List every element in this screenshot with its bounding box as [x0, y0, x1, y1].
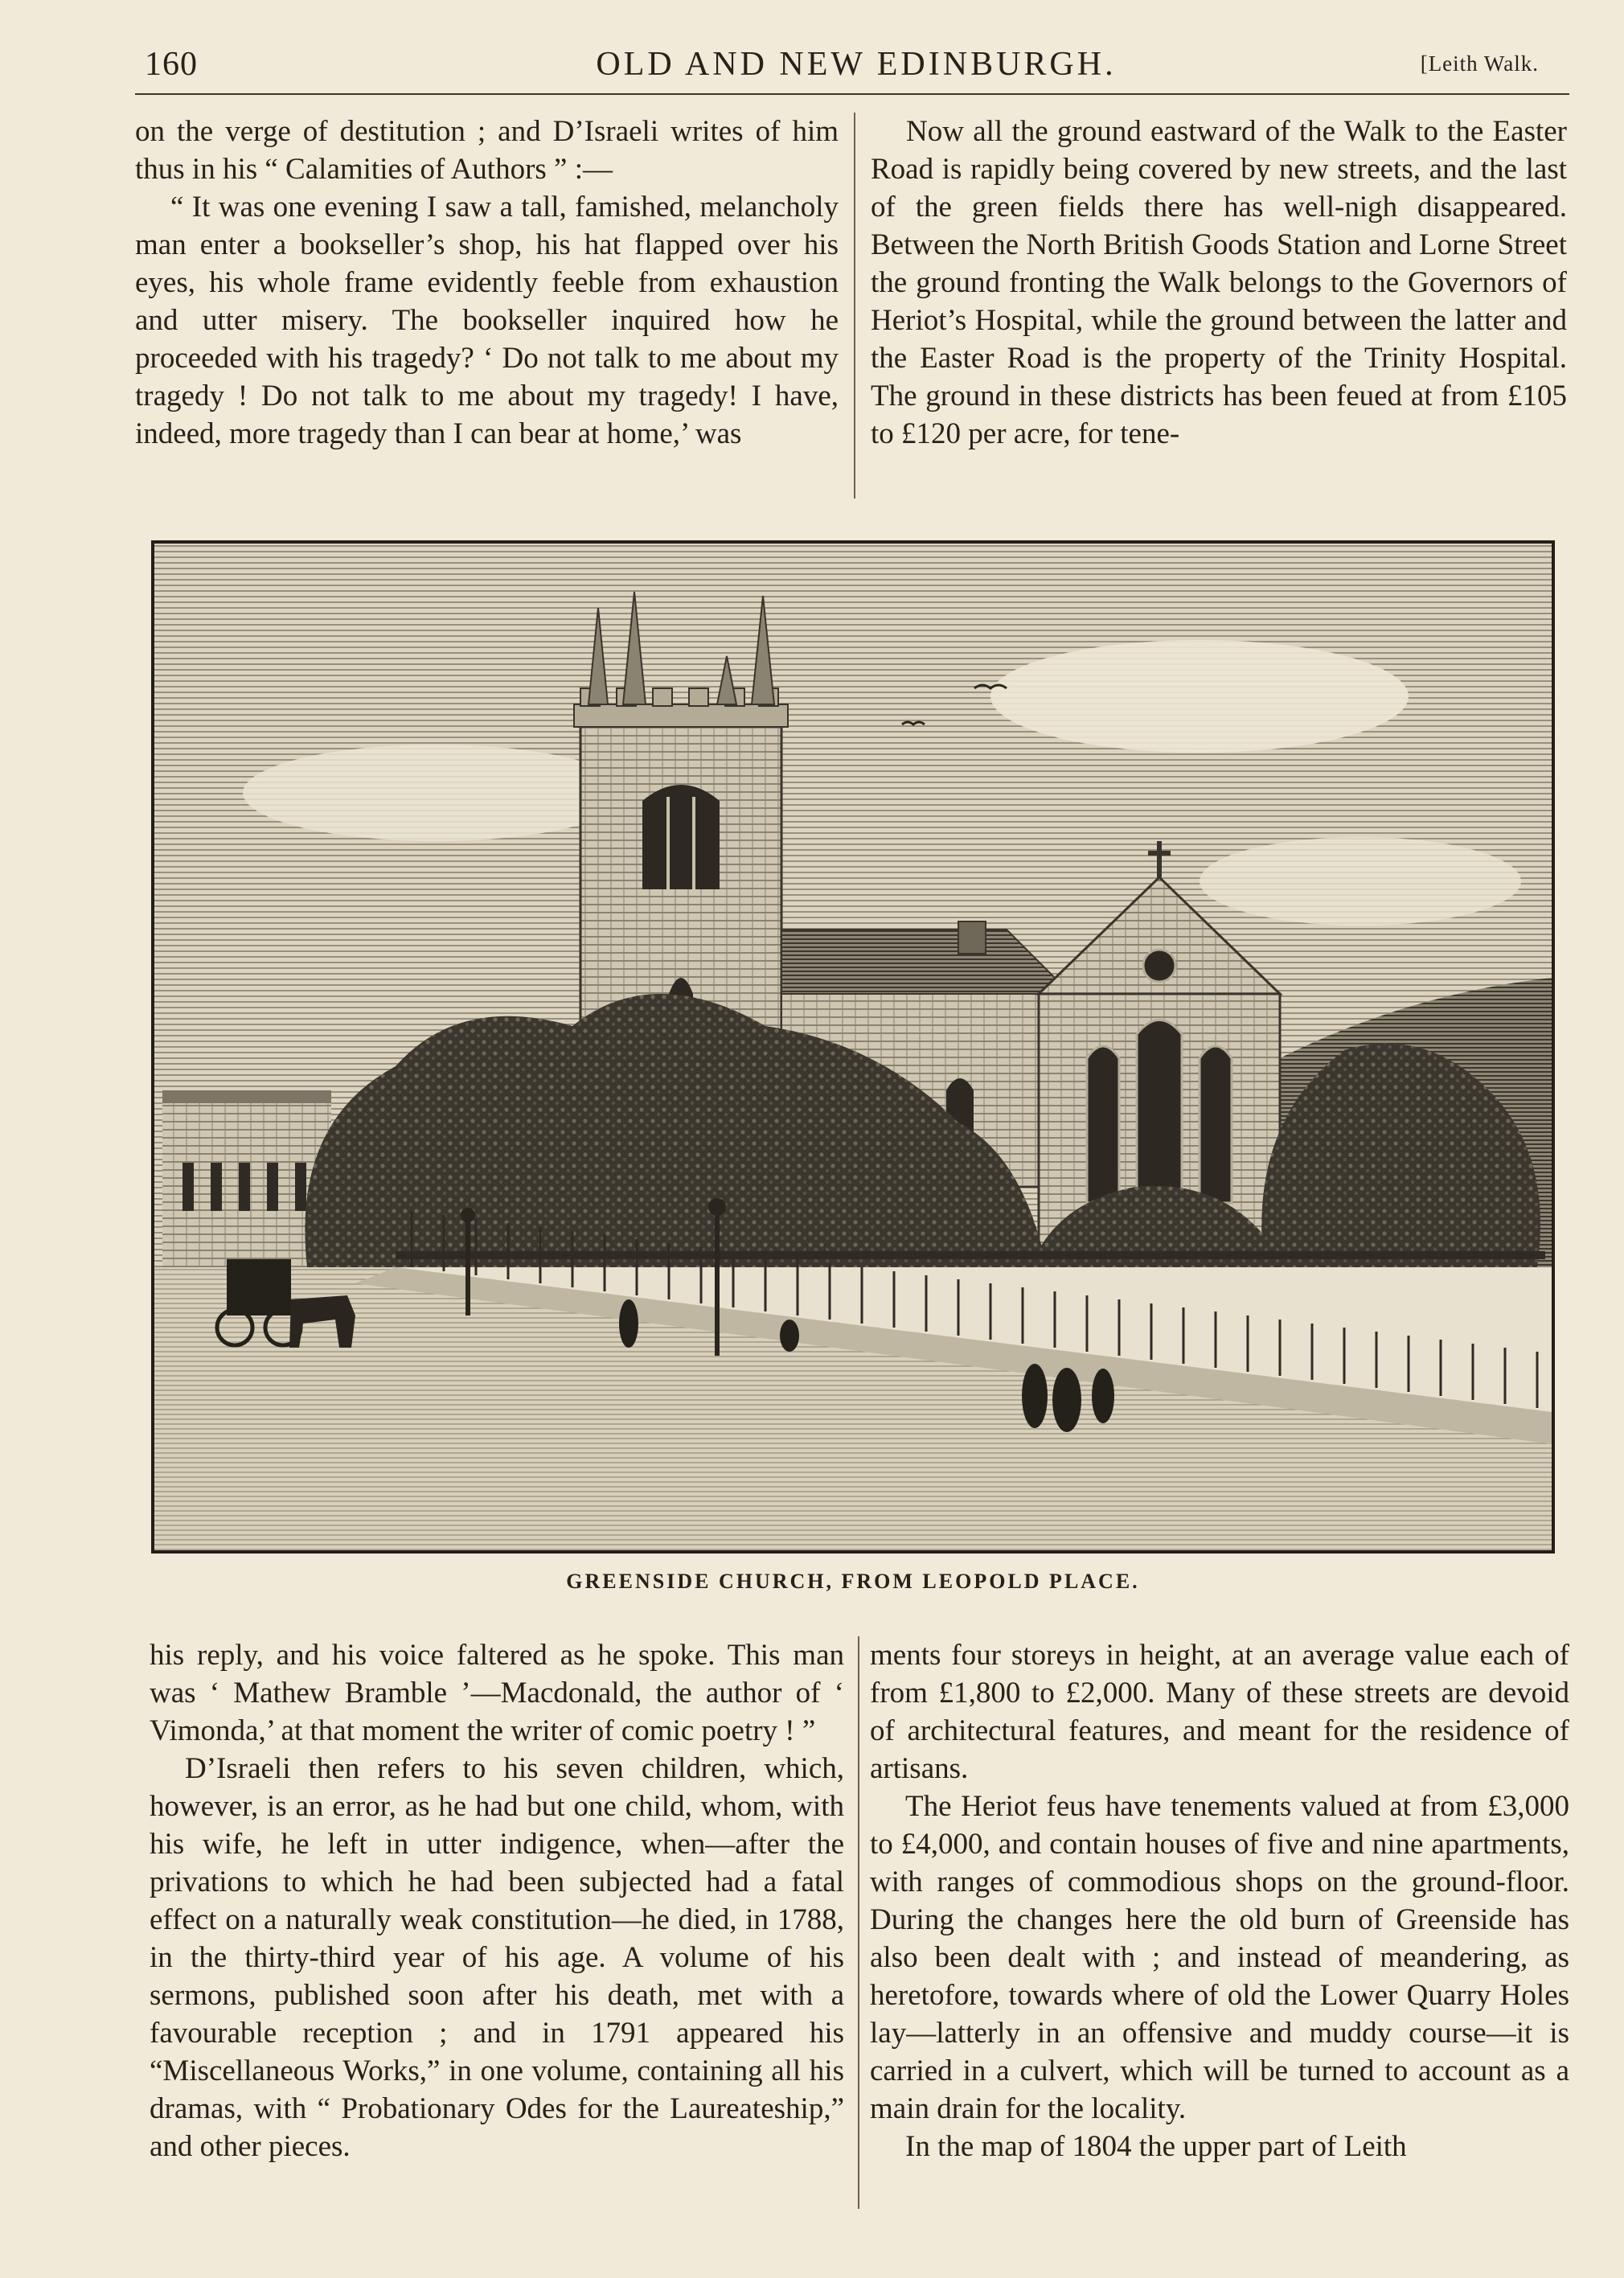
column-rule — [858, 1636, 859, 2209]
paragraph: “ It was one evening I saw a tall, famished, melancholy man enter a bookseller’s shop, his hat flapped over his eyes, his whole frame evidently feeble from exhaustion and utter misery. The bookseller inquired how he proceeded with his tragedy? ‘ Do not talk to me about my tragedy ! Do not talk to me about my tragedy! I have, indeed, more tragedy than I can bear at home,’ was — [135, 191, 839, 450]
paragraph: on the verge of destitution ; and D’Israeli writes of him thus in his “ Calamities of Authors ” :— — [135, 115, 839, 186]
paragraph: The Heriot feus have tenements valued at from £3,000 to £4,000, and contain houses of five and nine apartments, with ranges of commodious shops on the ground-floor. During the changes here the old burn of Greenside has also been dealt with ; and instead of meandering, as heretofore, towards where of old the Lower Quarry Holes lay—latterly in an offensive and muddy course—it is carried in a culvert, which will be turned to account as a main drain for the locality. — [870, 1790, 1569, 2125]
paragraph: In the map of 1804 the upper part of Leith — [905, 2130, 1407, 2163]
header-rule — [135, 93, 1569, 95]
running-head — [145, 42, 1568, 87]
paragraph: his reply, and his voice faltered as he spoke. This man was ‘ Mathew Bramble ’—Macdonald, the author of ‘ Vimonda,’ at that moment the writer of comic poetry ! ” — [150, 1639, 844, 1747]
engraving-greenside-church — [151, 540, 1555, 1554]
running-title: OLD AND NEW EDINBURGH. — [596, 46, 1117, 83]
section-reference: [Leith Walk. — [1420, 51, 1539, 76]
engraving-image — [154, 544, 1552, 1550]
paragraph: ments four storeys in height, at an average value each of from £1,800 to £2,000. Many of these streets are devoid of architectural features, and meant for the residence of artisans. — [870, 1639, 1569, 1785]
bottom-left-column — [150, 1636, 844, 2165]
bottom-right-column — [870, 1636, 1569, 2165]
paragraph: Now all the ground eastward of the Walk to the Easter Road is rapidly being covered by new streets, and the last of the green fields there has well-nigh disappeared. Between the North British Goods Station and Lorne Street the ground fronting the Walk belongs to the Governors of Heriot’s Hospital, while the ground between the latter and the Easter Road is the property of the Trinity Hospital. The ground in these districts has been feued at from £105 to £120 per acre, for tene- — [871, 115, 1567, 450]
top-right-column — [871, 113, 1567, 453]
top-left-column — [135, 113, 839, 453]
page-number: 160 — [145, 46, 198, 83]
paragraph: D’Israeli then refers to his seven children, which, however, is an error, as he had but one child, whom, with his wife, he left in utter indigence, when—after the privations to which he had been subjected had a fatal effect on a naturally weak constitution—he died, in 1788, in the thirty-third year of his age. A volume of his sermons, published soon after his death, met with a favourable reception ; and in 1791 appeared his “Miscellaneous Works,” in one volume, containing all his dramas, with “ Probationary Odes for the Laureateship,” and other pieces. — [150, 1752, 844, 2163]
illustration-caption: GREENSIDE CHURCH, FROM LEOPOLD PLACE. — [566, 1570, 1140, 1593]
column-rule — [854, 113, 855, 499]
